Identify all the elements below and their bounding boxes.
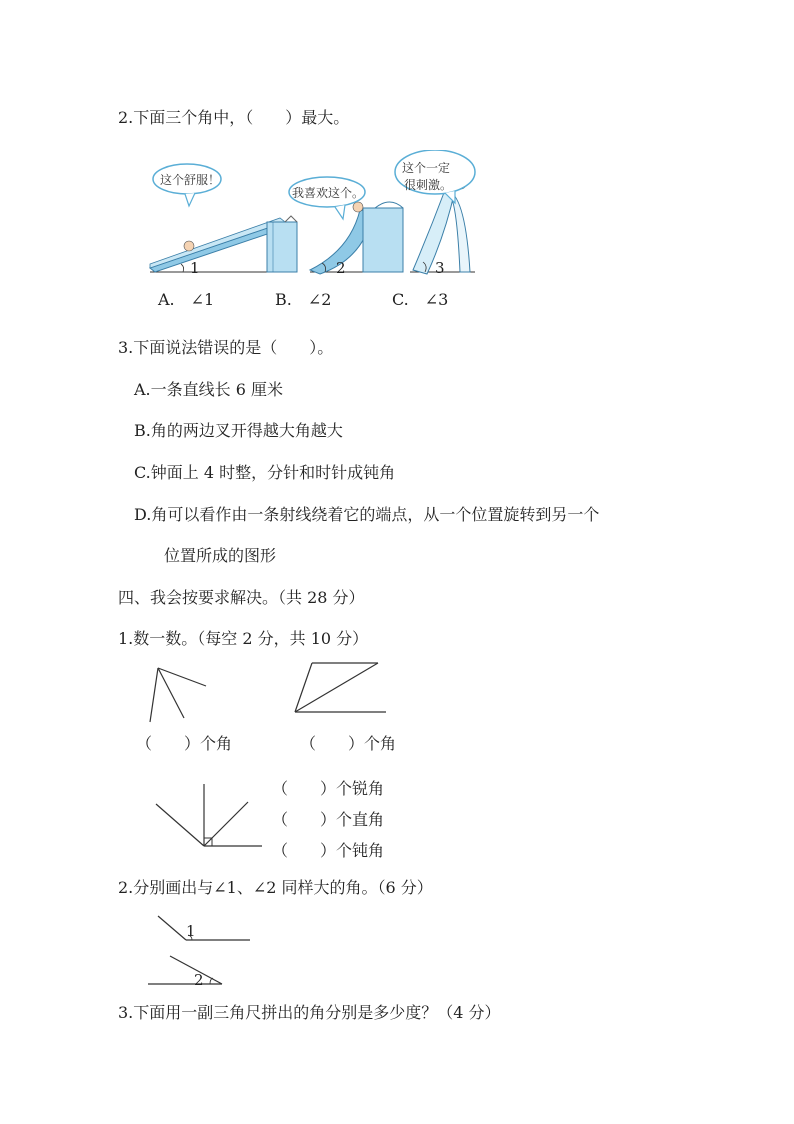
q2-option-a: A. ∠1 [158, 290, 215, 309]
q3-option-b: B.角的两边叉开得越大角越大 [134, 421, 343, 440]
q2-option-c: C. ∠3 [392, 290, 449, 309]
bubble-3a: 这个一定 [402, 161, 451, 175]
q2-option-b: B. ∠2 [275, 290, 332, 309]
q3-option-c: C.钟面上 4 时整，分针和时针成钝角 [134, 463, 396, 482]
angle-label-3: 3 [435, 259, 445, 277]
angle-1-figure [148, 912, 258, 952]
count-blank-acute: （ ）个锐角 [272, 779, 385, 798]
count-figure-3 [150, 782, 270, 852]
q3-option-d: D.角可以看作由一条射线绕着它的端点，从一个位置旋转到另一个 [134, 505, 600, 524]
angle-1-label: 1 [186, 922, 196, 940]
count-blank-1: （ ）个角 [136, 734, 233, 753]
count-figure-1 [140, 660, 210, 730]
angle-label-2: 2 [336, 259, 346, 277]
angle-label-1: 1 [190, 259, 200, 277]
q2-title: 2.下面三个角中，（ ）最大。 [118, 108, 350, 127]
bubble-1: 这个舒服！ [160, 173, 221, 187]
s4-p2-title: 2.分别画出与∠1、∠2 同样大的角。（6 分） [118, 878, 433, 897]
count-blank-2: （ ）个角 [300, 734, 397, 753]
q3-title: 3.下面说法错误的是（ ）。 [118, 338, 334, 357]
count-figure-2 [290, 658, 390, 718]
s4-p3-title: 3.下面用一副三角尺拼出的角分别是多少度？（4 分） [118, 1003, 501, 1022]
section4-title: 四、我会按要求解决。（共 28 分） [118, 588, 365, 607]
angle-2-label: 2 [194, 971, 204, 989]
s4-p1-title: 1.数一数。（每空 2 分，共 10 分） [118, 629, 369, 648]
q3-option-a: A.一条直线长 6 厘米 [134, 380, 283, 399]
count-blank-right: （ ）个直角 [272, 810, 385, 829]
bubble-2: 我喜欢这个。 [292, 186, 365, 200]
q3-option-d-cont: 位置所成的图形 [164, 546, 277, 565]
count-blank-obtuse: （ ）个钝角 [272, 841, 385, 860]
bubble-3b: 很刺激。 [404, 178, 453, 192]
